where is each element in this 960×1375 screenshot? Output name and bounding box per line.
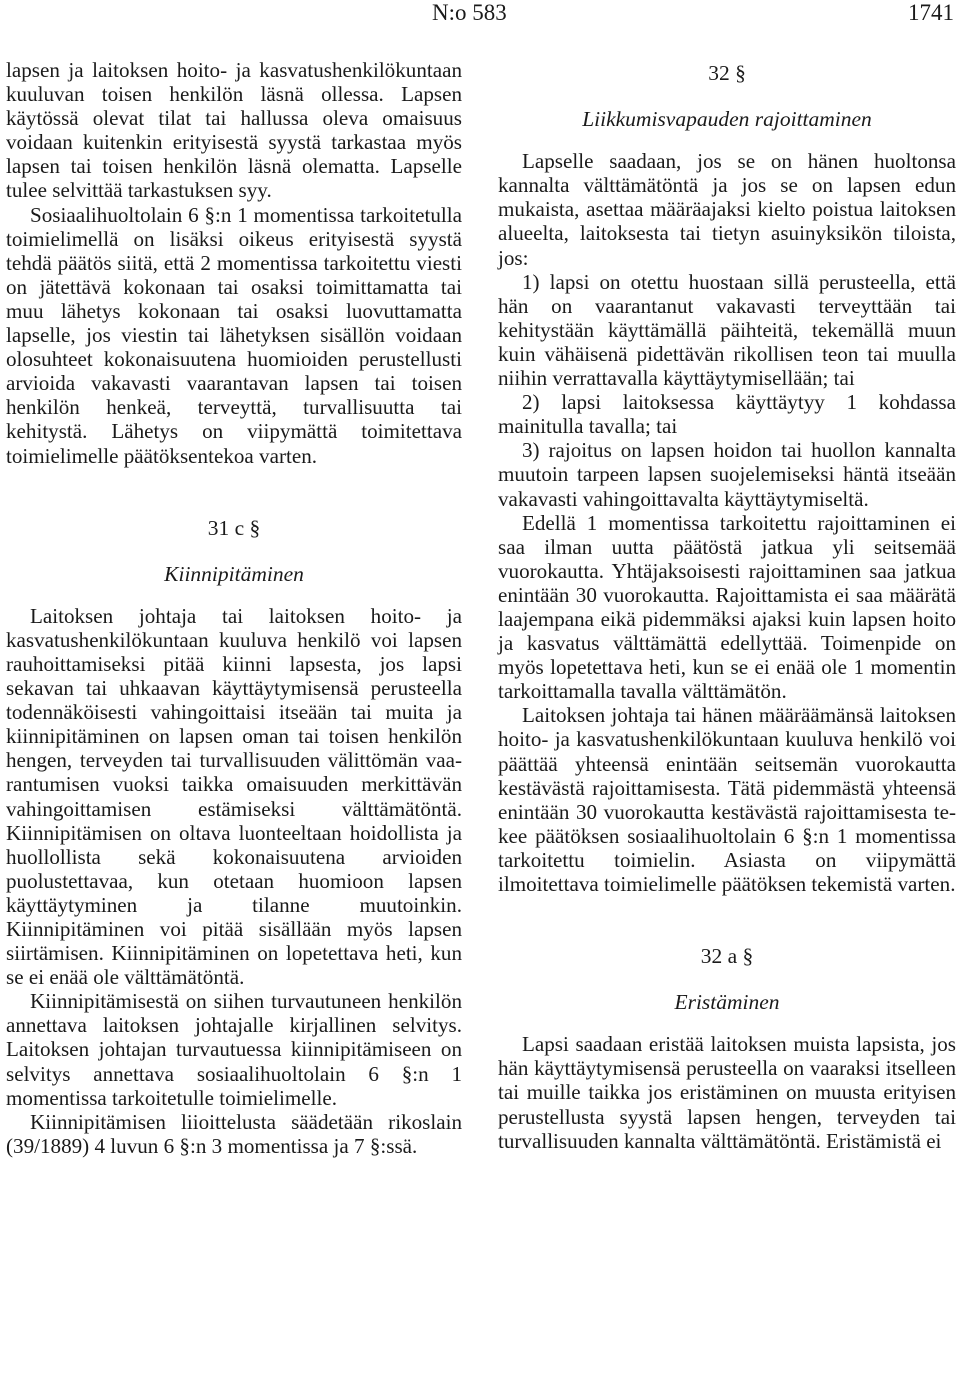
paragraph: lapsen ja laitoksen hoito- ja kasvatushenkilökuntaan kuuluvan toisen henkilön läsnä ollessa. Lapsen käytössä olevat tilat tai hallussa oleva omaisuus voidaan kuitenkin erityisestä syystä tarkastaa myös lapsen tai toisen henkilön läsnä olematta. Lapselle tulee selvittää tarkastuksen syy. [6,58,462,203]
section-title: Liikkumisvapauden rajoittaminen [582,107,872,132]
left-column [6,58,462,1158]
right-column [498,61,956,1153]
paragraph: Laitoksen johtaja tai laitoksen hoito- ja kasvatushenkilökuntaan kuuluva henkilö voi lapsen rauhoittamiseksi pitää kiinni lapsesta, jos lapsi sekavan tai uhkaavan käyttäytymisensä perusteella todennäköisesti vahingoittaisi itseään tai muita ja kiinnipitäminen on lapsen oman tai toisen henkilön hengen, terveyden tai turvallisuuden välittömän vaarantumisen vuoksi taikka omaisuuden merkittävän vahingoittamisen estämiseksi välttämätöntä. Kiinnipitämisen on oltava luonteeltaan hoidollista ja huollollista sekä kokonaisuutena arvioiden puolustettavaa, kun otetaan huomioon lapsen käyttäytyminen ja tilanne muutoinkin. Kiinnipitäminen voi pitää sisällään myös lapsen siirtämisen. Kiinnipitäminen on lopetettava heti, kun se ei enää ole välttämätöntä. [6,603,462,990]
spacer [498,1014,956,1032]
document-number: N:o 583 [432,0,507,25]
spacer [498,968,956,990]
section-title: Kiinnipitäminen [164,561,304,586]
paragraph: Edellä 1 momentissa tarkoitettu rajoittaminen ei saa ilman uutta päätöstä jatkua yli seitsemää vuorokautta. Yhtäjaksoisesti rajoittaminen saa jatkua enintään 30 vuorokautta. Rajoittamista ei saa määrätä laajempana eikä pidemmäksi ajaksi kuin lapsen hoito ja kasvatus välttämättä edellyttää. Toimenpide on myös lopetettava heti, kun se ei enää ole 1 momentin tarkoittamalla tavalla välttämätön. [498,510,956,704]
paragraph: Kiinnipitämisen liioittelusta säädetään rikoslain (39/1889) 4 luvun 6 §:n 3 momentissa ja 7 §:ssä. [6,1109,462,1158]
spacer [498,85,956,107]
paragraph: Kiinnipitämisestä on siihen turvautuneen henkilön annettava laitoksen johtajalle kirjallinen selvitys. Laitoksen johtajan turvautuessa kiinnipitämiseen on selvitys annettava sosiaalihuoltolain 6 §:n 1 momentissa tarkoitetulle toimielimelle. [6,989,462,1110]
paragraph: Sosiaalihuoltolain 6 §:n 1 momentissa tarkoitetulla toimielimellä on lisäksi oikeus erityisestä syystä tehdä päätös siitä, että 2 momentissa tarkoitettu viesti on jätettävä kokonaan tai osaksi toimittamatta tai muu lähetys kokonaan tai osaksi luovuttamatta lapselle, jos viestin tai lähetyksen sisällön voidaan olosuhteet kokonaisuutena huomioiden perustellusti arvioida vakavasti vaarantavan lapsen tai toisen henkilön henkeä, terveyttä, turvallisuutta tai kehitystä. Lähetys on viipymättä toimitettava toimielimelle päätöksentekoa varten. [6,202,462,468]
page-header [0,0,960,30]
list-item: 2) lapsi laitoksessa käyttäytyy 1 kohdassa mainitulla tavalla; tai [498,390,956,439]
list-item: 1) lapsi on otettu huostaan sillä perusteella, että hän on vaarantanut vakavasti terveyttään tai kehitystään käyttämällä päihteitä, tekemällä muun kuin vähäisenä pidettävän rikollisen teon tai muulla niihin verrattavalla käyttäytymisellään; tai [498,269,956,391]
section-number: 32 § [708,61,746,85]
section-title: Eristäminen [674,990,780,1015]
page-number: 1741 [908,0,954,25]
spacer [6,540,462,562]
spacer [498,896,956,944]
paragraph: Lapselle saadaan, jos se on hänen huoltonsa kannalta välttämätöntä ja jos se on lapsen edun mukaista, asettaa määräajaksi kielto poistua laitoksen alueelta, laitoksesta tai tietyn asuinyksikön tiloista, jos: [498,149,956,270]
section-number: 31 c § [207,515,261,540]
section-number: 32 a § [700,944,754,969]
spacer [6,586,462,604]
spacer [6,468,462,516]
paragraph: Lapsi saadaan eristää laitoksen muista lapsista, jos hän käyttäytymisensä perusteella on vaaraksi itselleen tai muille taikka jos eristäminen on muusta erityisen perustellusta syystä lapsen hengen, terveyden tai turvallisuuden kannalta välttämätöntä. Eristämistä ei [498,1032,956,1153]
spacer [498,131,956,149]
paragraph: Laitoksen johtaja tai hänen määräämänsä laitoksen hoito- ja kasvatushenkilökuntaan kuuluva henkilö voi päättää yhteensä enintään seitsemän vuorokautta kestävästä rajoittamisesta. Tätä pidemmästä yhteensä enintään 30 vuorokautta kestävästä rajoittamisesta tekee päätöksen sosiaalihuoltolain 6 §:n 1 momentissa tarkoitettu toimielin. Asiasta on viipymättä ilmoitettava toimielimelle päätöksen tekemistä varten. [498,703,956,896]
list-item: 3) rajoitus on lapsen hoidon tai huollon kannalta muutoin tarpeen lapsen suojelemiseksi häntä itseään vakavasti vahingoittavalta käyttäytymiseltä. [498,438,956,511]
